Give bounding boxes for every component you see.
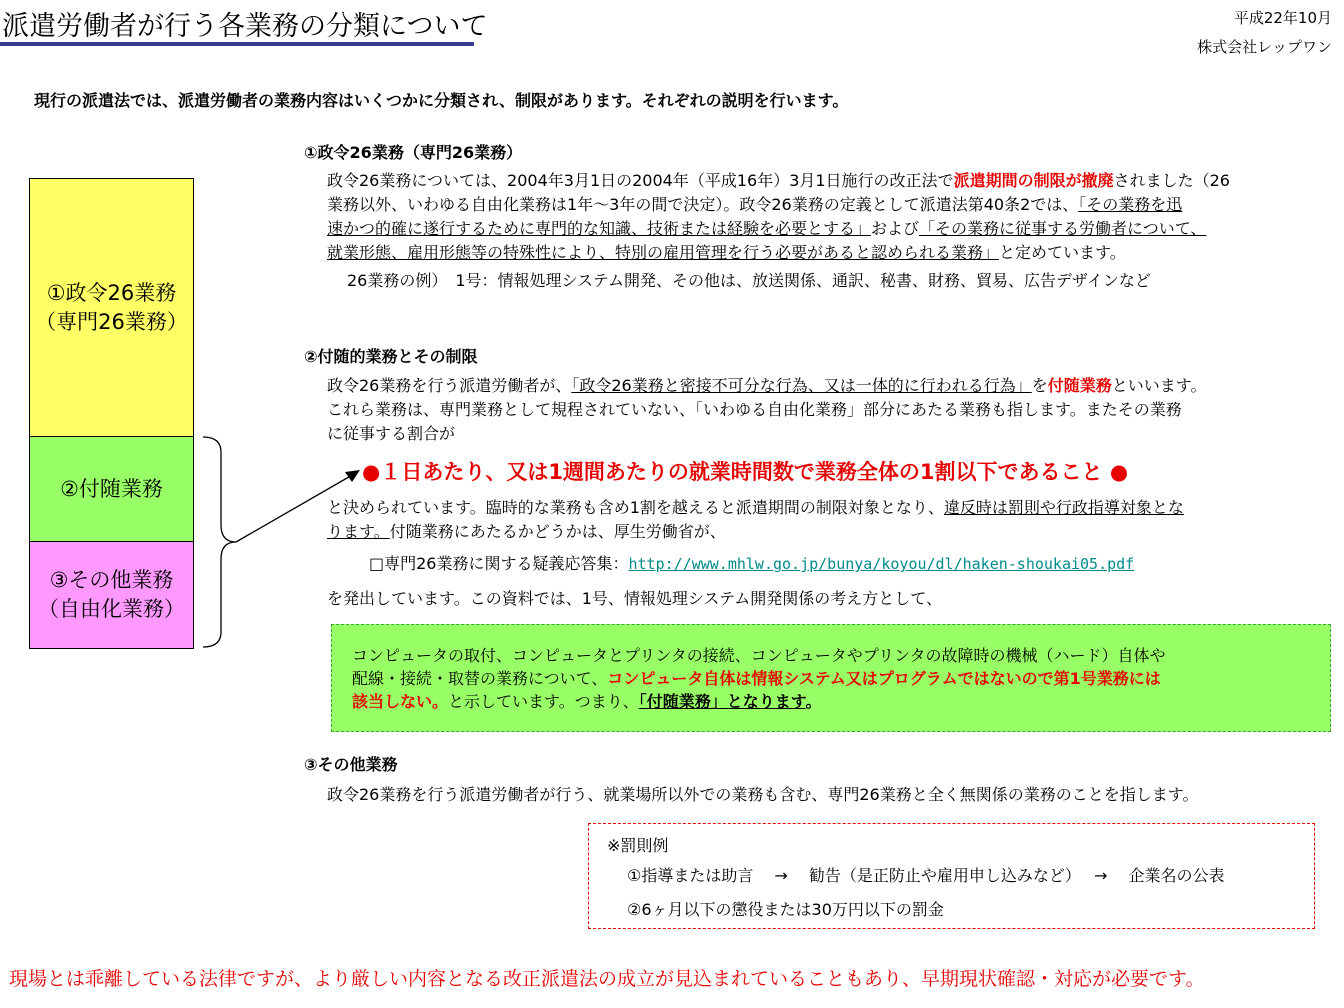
section3-heading: ③その他業務	[304, 755, 398, 774]
section2-reference	[369, 552, 1134, 576]
penalty-line2: ②6ヶ月以下の懲役または30万円以下の罰金	[627, 900, 944, 919]
footer-note: 現場とは乖離している法律ですが、より厳しい内容となる改正派遣法の成立が見込まれていることもあり、早期現状確認・対応が必要です。	[9, 968, 1205, 990]
s1-p1b: されました（26	[1113, 171, 1230, 190]
green-box-line2	[352, 667, 1161, 691]
document-date: 平成22年10月	[1233, 9, 1332, 27]
s1-p3-mid: および	[871, 219, 920, 238]
section1-line1	[327, 169, 1230, 193]
box2-line1: ②付随業務	[60, 476, 163, 501]
penalty-title: ※罰則例	[607, 836, 669, 855]
section2-line1	[327, 374, 1207, 398]
section2-line2: これら業務は、専門業務として規程されていない、「いわゆる自由化業務」部分にあたる業務も指します。またその業務	[327, 400, 1182, 419]
box3-line1: ③その他業務	[49, 568, 174, 592]
g3c: 。	[805, 692, 822, 711]
ref-label: □専門26業務に関する疑義応答集：	[369, 554, 629, 573]
green-box-line1: コンピュータの取付、コンピュータとプリンタの接続、コンピュータやプリンタの故障時の機械（ハード）自体や	[352, 646, 1166, 665]
s1-p3-u2: 「その業務に従事する労働者について、	[919, 219, 1207, 238]
g2-red: コンピュータ自体は情報システム又はプログラムではないので第1号業務には	[607, 669, 1161, 688]
g2a: 配線・接続・取替の業務について、	[352, 669, 608, 688]
s1-p2-u: 「その業務を迅	[1078, 195, 1183, 214]
s1-p4b: と定めています。	[999, 243, 1126, 262]
g3-red: 該当しない。	[352, 692, 449, 711]
section2-highlight: ●１日あたり、又は1週間あたりの就業時間数で業務全体の1割以下であること ●	[362, 460, 1129, 484]
section3-line1: 政令26業務を行う派遣労働者が行う、就業場所以外での業務も含む、専門26業務と全く無関係の業務のことを指します。	[327, 785, 1199, 804]
section2-line3: に従事する割合が	[327, 424, 456, 443]
section1-line3	[327, 217, 1206, 241]
section2-heading: ②付随的業務とその制限	[304, 347, 478, 366]
s2-p5b: 付随業務にあたるかどうかは、厚生労働省が、	[389, 522, 726, 541]
s2-p5-u: ります。	[327, 522, 390, 541]
section1-line4	[327, 241, 1126, 265]
reference-link[interactable]: http://www.mhlw.go.jp/bunya/koyou/dl/haken-shoukai05.pdf	[628, 555, 1135, 573]
s1-p3-u1: 速かつ的確に遂行するために専門的な知識、技術または経験を必要とする」	[327, 219, 872, 238]
s2-p4a: と決められています。臨時的な業務も含め1割を越えると派遣期間の制限対象となり、	[327, 498, 944, 517]
intro-text: 現行の派遣法では、派遣労働者の業務内容はいくつかに分類され、制限があります。それぞれの説明を行います。	[34, 91, 849, 110]
s2-p1b: を	[1031, 376, 1048, 395]
s2-p1-red: 付随業務	[1047, 376, 1112, 395]
s2-p4-u: 違反時は罰則や行政指導対象とな	[943, 498, 1184, 517]
section1-heading: ①政令26業務（専門26業務）	[304, 143, 523, 162]
s2-p1a: 政令26業務を行う派遣労働者が、	[327, 376, 572, 395]
section1-example: 26業務の例） 1号：情報処理システム開発、その他は、放送関係、通訳、秘書、財務、貿易、広告デザインなど	[347, 271, 1151, 290]
page-title: 派遣労働者が行う各業務の分類について	[2, 11, 488, 42]
green-box-line3	[352, 690, 822, 714]
section1-line2	[327, 193, 1182, 217]
box3-line2: （自由化業務）	[38, 597, 185, 621]
s2-p1-u: 「政令26業務と密接不可分な行為、又は一体的に行われる行為」	[571, 376, 1032, 395]
s1-p4-u: 就業形態、雇用形態等の特殊性により、特別の雇用管理を行う必要があると認められる業務」	[327, 243, 1000, 262]
section2-line6: を発出しています。この資料では、1号、情報処理システム開発関係の考え方として、	[327, 589, 942, 608]
g3b: と示しています。つまり、	[448, 692, 639, 711]
s1-p1-red: 派遣期間の制限が撤廃	[953, 171, 1114, 190]
g3-u: 「付随業務」となります	[638, 692, 806, 711]
section2-line5	[327, 520, 726, 544]
arrow-head	[345, 470, 360, 482]
s1-p1a: 政令26業務については、2004年3月1日の2004年（平成16年）3月1日施行の改正法で	[327, 171, 954, 190]
section2-line4	[327, 496, 1184, 520]
brace-shape	[203, 437, 236, 647]
box1-line1: ①政令26業務	[46, 280, 177, 305]
box1-line2: （専門26業務）	[35, 309, 188, 334]
penalty-line1: ①指導または助言 → 勧告（是正防止や雇用申し込みなど） → 企業名の公表	[627, 866, 1225, 885]
s1-p2a: 業務以外、いわゆる自由化業務は1年～3年の間で決定）。政令26業務の定義として派遣法第40条2では、	[327, 195, 1079, 214]
company-name: 株式会社レップワン	[1197, 38, 1332, 56]
s2-p1c: といいます。	[1111, 376, 1207, 395]
